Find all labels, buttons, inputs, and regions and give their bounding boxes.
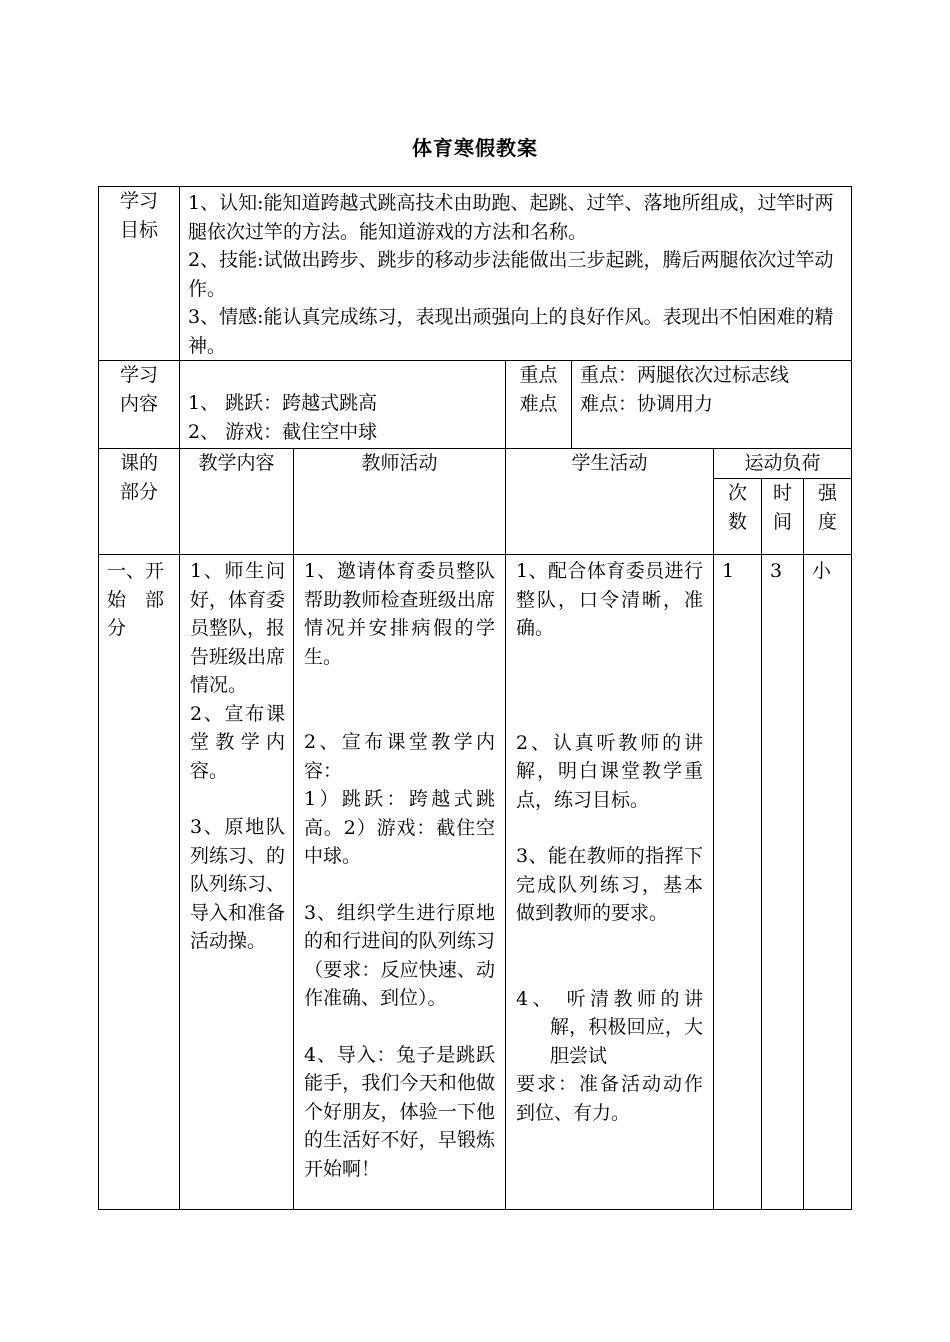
- student-item-respond: 4、 听清教师的讲解，积极回应，大胆尝试: [516, 987, 703, 1067]
- content-item-game: 2、 游戏：截住空中球: [188, 420, 378, 443]
- header-load: 运动负荷: [714, 449, 852, 479]
- header-count: 次数: [714, 479, 762, 555]
- content-items: [180, 361, 506, 449]
- opening-count: 1: [714, 555, 762, 1210]
- teacher-item-announce: 2、宣布课堂教学内容：: [304, 731, 495, 782]
- opening-time: 3: [762, 555, 804, 1210]
- content-row: [99, 361, 852, 449]
- objective-cognitive: 1、认知:能知道跨越式跳高技术由助跑、起跳、过竿、落地所组成，过竿时两腿依次过竿的方法。能知道游戏的方法和名称。: [188, 192, 834, 243]
- teaching-item-drill: 3、原地队列练习、的队列练习、导入和准备活动操。: [190, 816, 286, 952]
- objectives-text: [180, 187, 852, 361]
- opening-part: 一、开始 部分: [99, 555, 180, 1210]
- objective-skill: 2、技能:试做出跨步、跳步的移动步法能做出三步起跳，腾后两腿依次过竿动作。: [188, 249, 834, 300]
- objectives-row: [99, 187, 852, 361]
- opening-teaching: [180, 555, 294, 1210]
- student-item-drill: 3、能在教师的指挥下完成队列练习，基本做到教师的要求。: [516, 845, 703, 924]
- teacher-item-drill: 3、组织学生进行原地的和行进间的队列练习（要求：反应快速、动作准确、到位）。: [304, 901, 495, 1009]
- opening-teacher: [294, 555, 506, 1210]
- teacher-item-intro: 4、导入：兔子是跳跃能手，我们今天和他做个好朋友，体验一下他的生活好不好，早锻炼开始啊！: [304, 1043, 495, 1180]
- header-time: 时间: [762, 479, 804, 555]
- lesson-plan-table: [98, 186, 852, 1210]
- teacher-item-content: 1）跳跃：跨越式跳高。2）游戏：截住空中球。: [304, 788, 495, 867]
- teacher-item-roll: 1、邀请体育委员整队帮助教师检查班级出席情况并安排病假的学生。: [304, 560, 495, 668]
- opening-intensity: 小: [804, 555, 852, 1210]
- student-item-listen: 2、认真听教师的讲解，明白课堂教学重点，练习目标。: [516, 731, 703, 811]
- key-point: 重点：两腿依次过标志线: [580, 364, 790, 386]
- header-part: 课的部分: [99, 449, 180, 555]
- content-label: 学习内容: [99, 361, 180, 449]
- teaching-item-announce: 2、宣布课堂教学内容。: [190, 702, 285, 782]
- opening-row: [99, 555, 852, 1210]
- student-item-line-up: 1、配合体育委员进行整队，口令清晰，准确。: [516, 560, 703, 639]
- opening-student: [506, 555, 714, 1210]
- header-row: [99, 449, 852, 479]
- key-points-label: 重点难点: [506, 361, 572, 449]
- page-title: 体育寒假教案: [412, 136, 538, 160]
- content-item-jump: 1、 跳跃：跨越式跳高: [188, 392, 378, 414]
- student-item-requirement: 要求：准备活动动作到位、有力。: [516, 1073, 703, 1124]
- key-points-text: [572, 361, 852, 449]
- objectives-label: 学习目标: [99, 187, 180, 361]
- header-student: 学生活动: [506, 449, 714, 555]
- teaching-item-greeting: 1、师生问好，体育委员整队，报告班级出席情况。: [190, 560, 286, 696]
- header-teaching: 教学内容: [180, 449, 294, 555]
- difficult-point: 难点：协调用力: [580, 392, 714, 415]
- header-intensity: 强度: [804, 479, 852, 555]
- objective-emotion: 3、情感:能认真完成练习，表现出顽强向上的良好作风。表现出不怕困难的精神。: [188, 306, 834, 357]
- header-teacher: 教师活动: [294, 449, 506, 555]
